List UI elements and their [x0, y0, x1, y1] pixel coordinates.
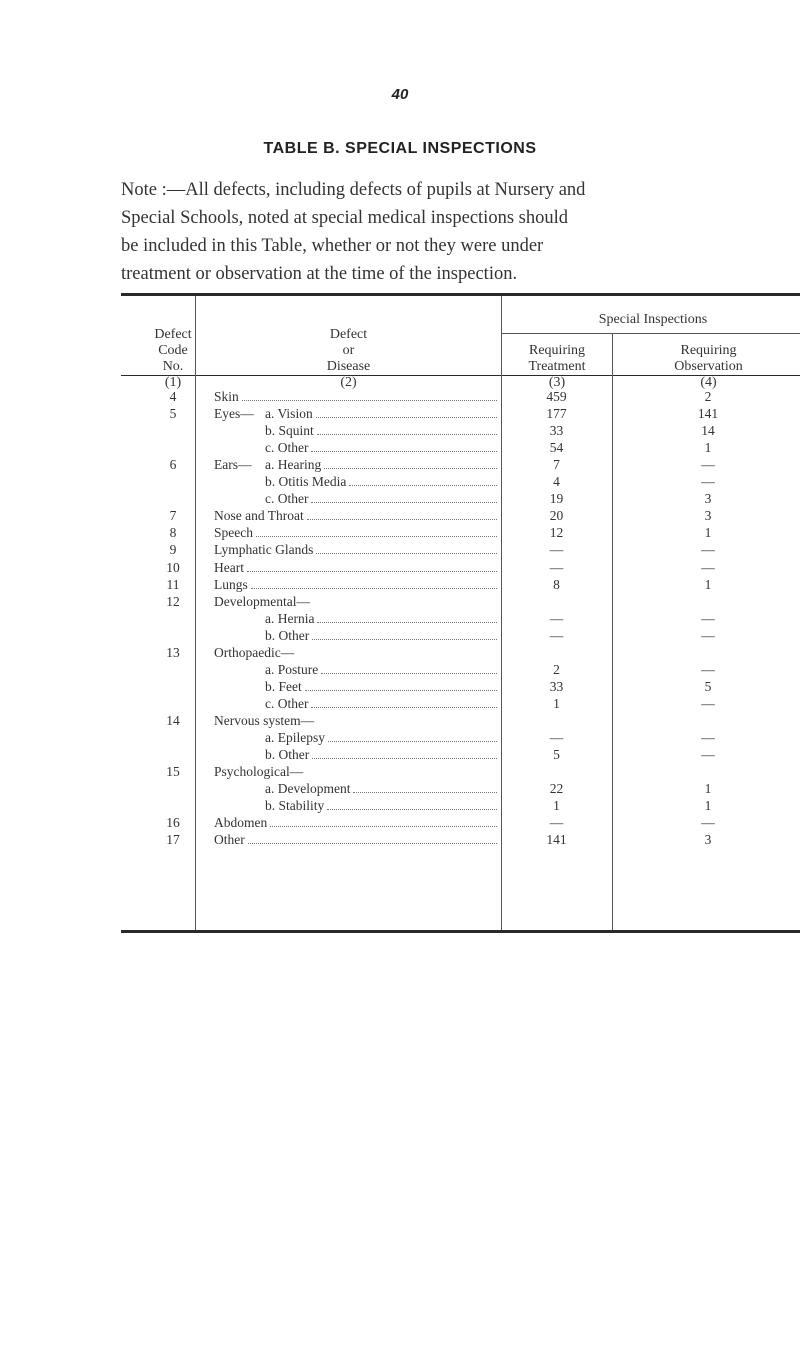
defect-label [265, 781, 499, 797]
defect-label-text: b. Squint [265, 423, 314, 439]
table-row [121, 542, 800, 559]
defect-label-text: a. Hernia [265, 610, 315, 626]
defect-label-text: b. Stability [265, 798, 325, 814]
defect-label-text: a. Development [265, 781, 351, 797]
requiring-observation-value: 1 [704, 525, 712, 541]
table-row [121, 423, 800, 440]
defect-code: 13 [166, 644, 180, 660]
table-row [121, 696, 800, 713]
dot-leader [321, 673, 497, 674]
note-line: treatment or observation at the time of the inspection. [121, 264, 518, 284]
requiring-observation-value: 3 [704, 508, 712, 524]
defect-label-text: a. Epilepsy [265, 730, 325, 745]
requiring-observation-value: 14 [701, 423, 715, 439]
table-title: TABLE B. SPECIAL INSPECTIONS [263, 140, 537, 157]
dot-leader [311, 451, 497, 452]
requiring-observation-value: — [701, 661, 715, 677]
requiring-treatment-value: — [549, 730, 564, 745]
requiring-treatment-value: 4 [553, 474, 560, 490]
defect-label [214, 542, 499, 558]
requiring-treatment-value: — [549, 815, 564, 831]
defect-code: 4 [169, 389, 177, 404]
requiring-observation-value: 141 [697, 406, 719, 422]
requiring-treatment-value: 22 [549, 781, 564, 797]
requiring-observation-value: 1 [704, 798, 712, 814]
defect-code: 7 [169, 508, 177, 524]
table-row [121, 628, 800, 645]
requiring-treatment-value: — [549, 610, 564, 626]
defect-code: 12 [166, 593, 180, 609]
header-text: (1) [164, 375, 182, 390]
requiring-treatment-value: 20 [549, 508, 564, 524]
requiring-treatment-value: 33 [549, 423, 564, 439]
dot-leader [317, 434, 497, 435]
dot-leader [317, 622, 497, 623]
defect-label-text: c. Other [265, 491, 309, 507]
table-row [121, 525, 800, 542]
requiring-treatment-value: 2 [553, 661, 560, 677]
table-row [121, 577, 800, 594]
defect-label [214, 508, 499, 524]
header-defect-disease [196, 327, 501, 391]
defect-label [265, 679, 499, 695]
defect-label [214, 457, 499, 473]
table-row [121, 594, 800, 611]
header-text: Disease [326, 359, 371, 374]
group-underline [501, 333, 800, 334]
header-text: Requiring [529, 343, 585, 358]
defect-label [265, 662, 499, 678]
defect-label [265, 798, 499, 814]
table-row [121, 611, 800, 628]
table-row [121, 457, 800, 474]
requiring-observation-value: 1 [704, 576, 712, 592]
defect-label-text: Lungs [214, 576, 248, 592]
defect-label-text: Heart [214, 559, 244, 575]
defect-label-text: b. Other [265, 747, 310, 763]
page-number: 40 [391, 86, 409, 103]
defect-label-text: c. Other [265, 695, 309, 711]
defect-label-text: b. Otitis Media [265, 474, 347, 490]
note-line: be included in this Table, whether or not they were under [121, 236, 544, 256]
defect-code: 5 [169, 406, 177, 422]
defect-group-prefix: Ears— [214, 457, 252, 473]
defect-label [265, 423, 499, 439]
defect-label-text: b. Other [265, 627, 310, 643]
table-row [121, 560, 800, 577]
defect-label [214, 389, 499, 405]
header-special-inspections [502, 312, 800, 328]
header-text: Defect [329, 327, 368, 342]
defect-label [214, 594, 499, 610]
defect-code: 17 [166, 832, 180, 848]
defect-code: 14 [166, 712, 180, 728]
requiring-observation-value: — [701, 457, 715, 473]
defect-label [214, 713, 499, 729]
table-row [121, 679, 800, 696]
defect-label-text: Skin [214, 389, 239, 404]
defect-label [214, 560, 499, 576]
header-text: Defect [154, 327, 192, 342]
defect-label-text: Developmental— [214, 593, 310, 609]
header-text: Treatment [528, 359, 586, 374]
header-text: Requiring [680, 343, 737, 358]
requiring-observation-value: 5 [704, 678, 712, 694]
requiring-treatment-value: 459 [546, 389, 567, 404]
header-text: Code [158, 343, 188, 358]
defect-label [265, 696, 499, 712]
table-row [121, 474, 800, 491]
defect-label [265, 611, 499, 627]
defect-label-text: Other [214, 832, 245, 848]
requiring-treatment-value: 54 [549, 440, 564, 456]
dot-leader [247, 571, 497, 572]
table-top-rule [121, 293, 800, 296]
requiring-observation-value: — [701, 747, 715, 763]
defect-label-text: b. Feet [265, 678, 302, 694]
table-row [121, 662, 800, 679]
defect-label-text: Speech [214, 525, 253, 541]
dot-leader [305, 690, 497, 691]
header-text: Special Inspections [598, 312, 708, 327]
header-text: Observation [674, 359, 743, 374]
requiring-treatment-value: 1 [553, 695, 560, 711]
table-row [121, 815, 800, 832]
dot-leader [256, 536, 497, 537]
defect-group-prefix: Eyes— [214, 406, 254, 422]
requiring-observation-value: 1 [704, 781, 712, 797]
table-row [121, 440, 800, 457]
dot-leader [316, 417, 497, 418]
requiring-treatment-value: 1 [553, 798, 560, 814]
header-text: (2) [340, 375, 357, 390]
requiring-treatment-value: 141 [546, 832, 567, 848]
defect-code: 9 [169, 542, 177, 558]
dot-leader [270, 826, 497, 827]
note-line: Note :—All defects, including defects of pupils at Nursery and [121, 180, 586, 200]
header-text: or [342, 343, 355, 358]
table-row [121, 713, 800, 730]
dot-leader [312, 758, 497, 759]
table-row [121, 491, 800, 508]
defect-label [214, 832, 499, 848]
defect-label-text: a. Hearing [265, 457, 322, 473]
defect-label-text: c. Other [265, 440, 309, 456]
requiring-observation-value: — [701, 559, 715, 575]
defect-label [265, 628, 499, 644]
requiring-observation-value: 3 [704, 491, 712, 507]
requiring-treatment-value: 5 [553, 747, 560, 763]
header-requiring-observation [613, 343, 800, 391]
defect-label [214, 525, 499, 541]
requiring-treatment-value: 177 [546, 406, 567, 422]
dot-leader [248, 843, 497, 844]
defect-label [214, 764, 499, 780]
requiring-observation-value: 2 [704, 389, 712, 404]
dot-leader [312, 639, 497, 640]
defect-code: 15 [166, 764, 180, 780]
defect-label-text: Nervous system— [214, 712, 315, 728]
table-row [121, 832, 800, 849]
dot-leader [311, 707, 497, 708]
requiring-treatment-value: 19 [549, 491, 564, 507]
dot-leader [311, 502, 497, 503]
dot-leader [324, 468, 497, 469]
requiring-treatment-value: 8 [553, 576, 560, 592]
defect-code: 16 [166, 815, 180, 831]
requiring-observation-value: — [701, 730, 715, 745]
dot-leader [353, 792, 497, 793]
table-row [121, 645, 800, 662]
header-requiring-treatment [502, 343, 612, 391]
requiring-observation-value: — [701, 815, 715, 831]
table-row [121, 798, 800, 815]
defect-label [214, 406, 499, 422]
defect-label-text: a. Vision [265, 406, 313, 422]
note-line: Special Schools, noted at special medical inspections should [121, 208, 568, 228]
requiring-treatment-value: 33 [549, 678, 564, 694]
table-row [121, 747, 800, 764]
requiring-observation-value: — [701, 542, 715, 558]
dot-leader [251, 588, 497, 589]
dot-leader [349, 485, 497, 486]
table-row [121, 764, 800, 781]
defect-label [265, 730, 499, 746]
table-row [121, 730, 800, 747]
table-row [121, 389, 800, 406]
defect-label [265, 474, 499, 490]
dot-leader [327, 809, 497, 810]
requiring-observation-value: 1 [704, 440, 712, 456]
requiring-treatment-value: 12 [549, 525, 564, 541]
dot-leader [328, 741, 497, 742]
defect-label [214, 577, 499, 593]
defect-label-text: Abdomen [214, 815, 268, 831]
table-row [121, 406, 800, 423]
defect-label [214, 815, 499, 831]
defect-label [265, 747, 499, 763]
requiring-treatment-value: — [549, 627, 564, 643]
header-text: (3) [548, 375, 566, 390]
defect-code: 8 [169, 525, 177, 541]
note-paragraph [121, 176, 721, 288]
table-row [121, 508, 800, 525]
defect-label-text: Psychological— [214, 764, 304, 780]
dot-leader [316, 553, 497, 554]
defect-label-text: Nose and Throat [214, 508, 304, 524]
requiring-observation-value: — [701, 610, 715, 626]
requiring-treatment-value: — [549, 542, 564, 558]
defect-code: 11 [166, 576, 180, 592]
table-row [121, 781, 800, 798]
defect-code: 6 [169, 457, 177, 473]
requiring-observation-value: 3 [704, 832, 712, 848]
defect-label [265, 491, 499, 507]
requiring-observation-value: — [701, 474, 715, 490]
requiring-treatment-value: 7 [553, 457, 560, 473]
defect-label-text: Orthopaedic— [214, 644, 295, 660]
requiring-treatment-value: — [549, 559, 564, 575]
header-text: (4) [700, 375, 717, 390]
defect-label-text: Lymphatic Glands [214, 542, 314, 558]
table-bottom-rule [121, 930, 800, 933]
defect-label-text: a. Posture [265, 661, 319, 677]
dot-leader [242, 400, 497, 401]
defect-label [214, 645, 499, 661]
requiring-observation-value: — [701, 627, 715, 643]
dot-leader [307, 519, 497, 520]
defect-code: 10 [166, 559, 180, 575]
defect-label [265, 440, 499, 456]
requiring-observation-value: — [701, 695, 715, 711]
header-text: No. [162, 359, 184, 374]
